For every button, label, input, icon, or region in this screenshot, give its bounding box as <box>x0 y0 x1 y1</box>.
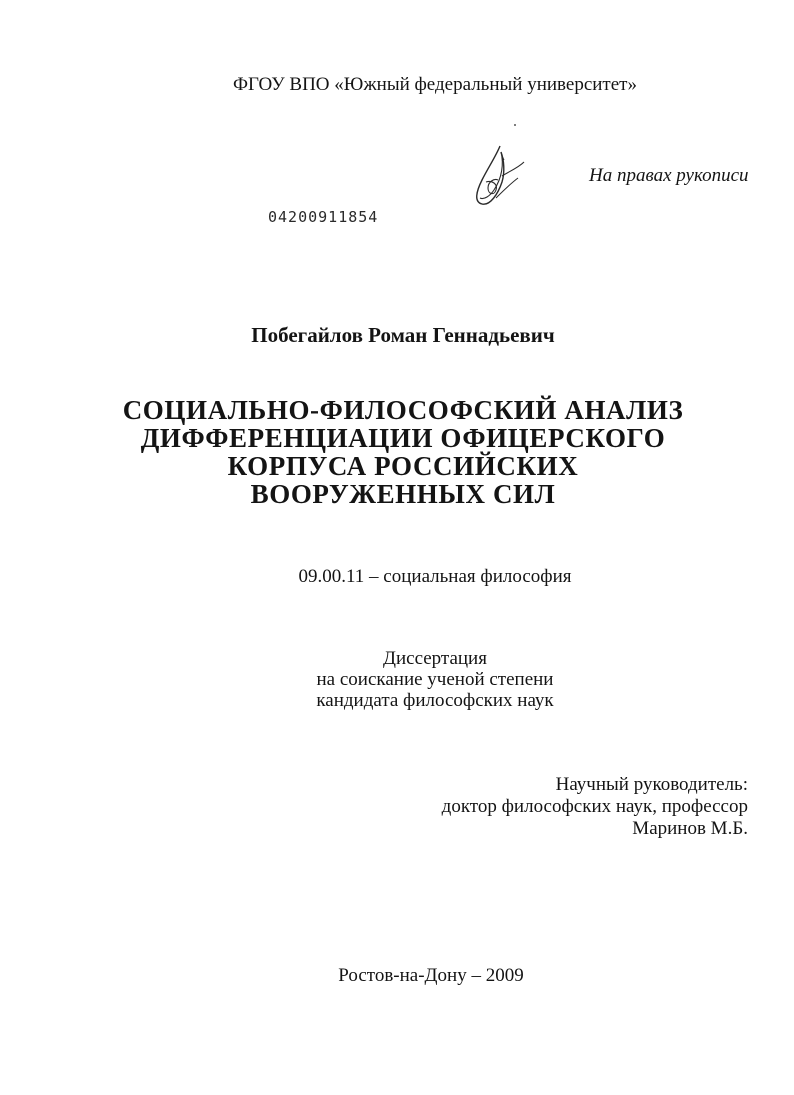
title-line: СОЦИАЛЬНО-ФИЛОСОФСКИЙ АНАЛИЗ <box>122 395 684 425</box>
dissertation-title <box>6 396 794 508</box>
handwritten-signature-icon <box>468 142 530 212</box>
specialty-code: 09.00.11 – социальная философия <box>298 566 572 587</box>
title-line: КОРПУСА РОССИЙСКИХ <box>227 451 579 481</box>
supervisor-line: Научный руководитель: <box>555 774 748 795</box>
supervisor-line: доктор философских наук, профессор <box>441 796 748 817</box>
title-line: ВООРУЖЕННЫХ СИЛ <box>250 479 556 509</box>
speck-mark <box>514 124 516 126</box>
title-line: ДИФФЕРЕНЦИАЦИИ ОФИЦЕРСКОГО <box>140 423 666 453</box>
author-name: Побегайлов Роман Геннадьевич <box>251 323 555 347</box>
university-name: ФГОУ ВПО «Южный федеральный университет» <box>233 74 637 95</box>
degree-line: на соискание ученой степени <box>316 669 554 690</box>
degree-statement <box>38 648 794 711</box>
degree-line: кандидата философских наук <box>316 690 554 711</box>
scientific-supervisor <box>442 774 748 840</box>
manuscript-rights-note: На правах рукописи <box>589 165 749 186</box>
supervisor-line: Маринов М.Б. <box>632 818 748 839</box>
degree-line: Диссертация <box>383 648 487 669</box>
registration-stamp-number: 04200911854 <box>268 208 379 226</box>
place-and-year: Ростов-на-Дону – 2009 <box>338 965 524 986</box>
